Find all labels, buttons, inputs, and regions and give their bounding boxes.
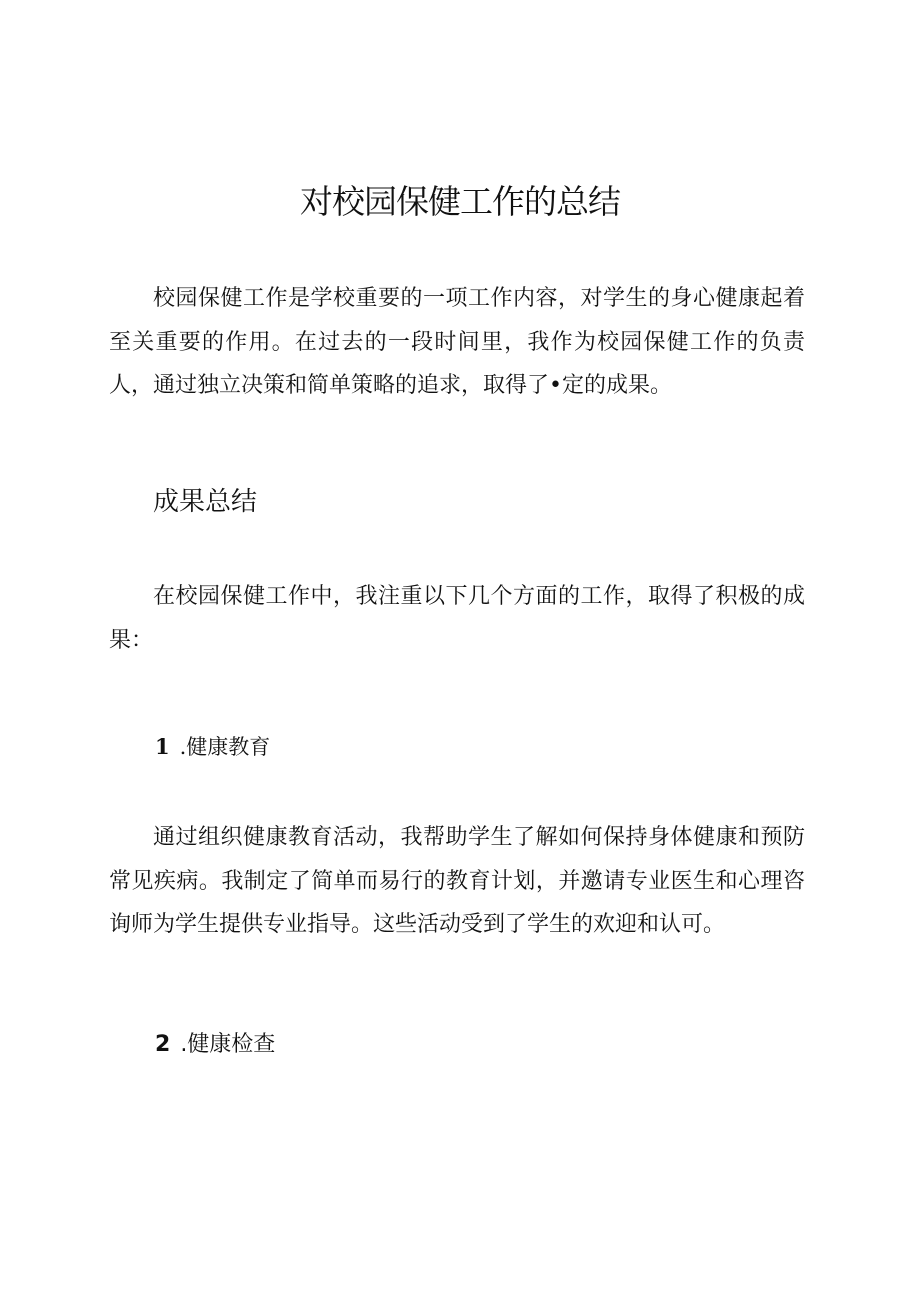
section-heading: 成果总结 — [153, 487, 258, 517]
list-item-health-check — [155, 1027, 275, 1063]
section-intro-paragraph: 在校园保健工作中，我注重以下几个方面的工作，取得了积极的成果： — [109, 584, 805, 653]
list-item-health-education — [155, 729, 270, 765]
list-item-label: .健康检查 — [180, 1032, 276, 1057]
list-item-number: 2 — [155, 1032, 171, 1057]
intro-paragraph: 校园保健工作是学校重要的一项工作内容，对学生的身心健康起着至关重要的作用。在过去的一段时间里，我作为校园保健工作的负责人，通过独立决策和简单策略的追求，取得了•定的成果。 — [109, 286, 805, 398]
list-item-label: .健康教育 — [179, 735, 271, 759]
list-item-number: 1 — [155, 734, 170, 759]
health-education-paragraph: 通过组织健康教育活动，我帮助学生了解如何保持身体健康和预防常见疾病。我制定了简单而易行的教育计划，并邀请专业医生和心理咨询师为学生提供专业指导。这些活动受到了学生的欢迎和认可。 — [109, 825, 805, 937]
document-title: 对校园保健工作的总结 — [300, 182, 620, 221]
